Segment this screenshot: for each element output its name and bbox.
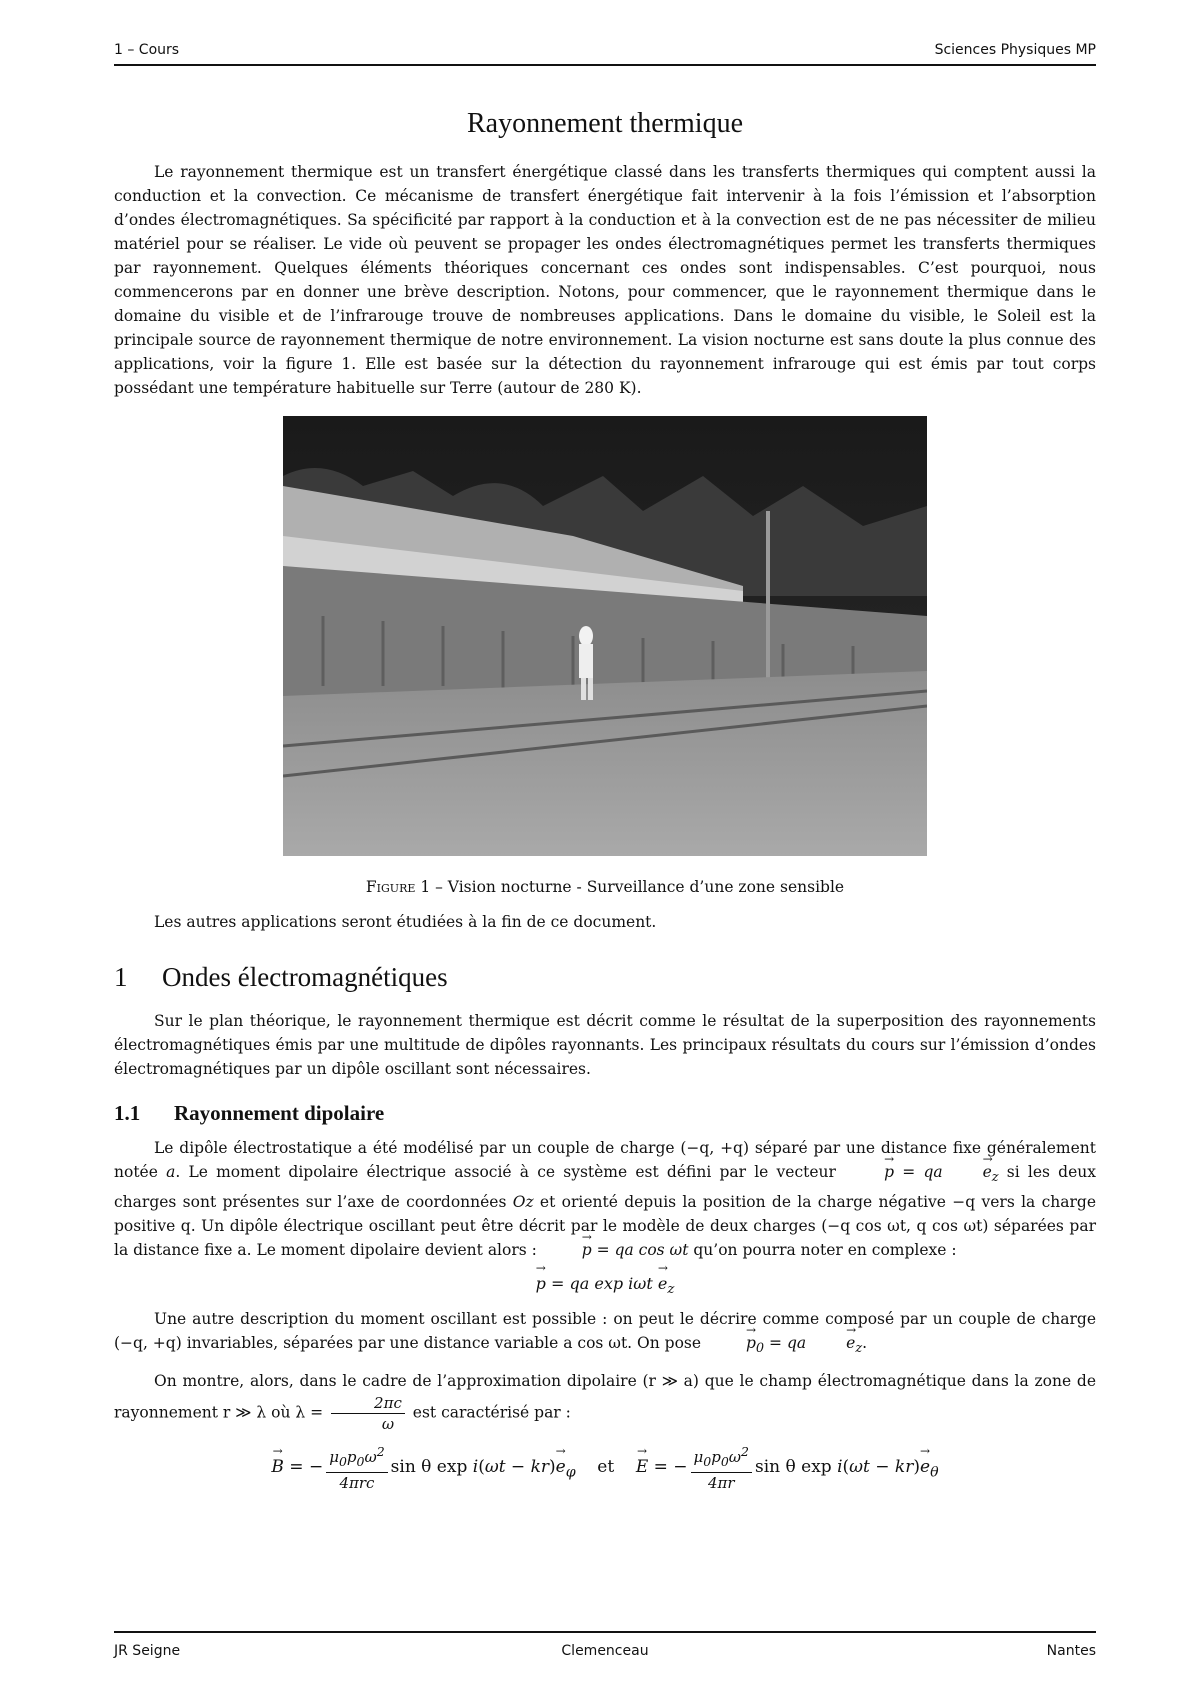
- text-run: Oz: [512, 1193, 534, 1212]
- section-1-number: 1: [114, 962, 128, 992]
- subsection-1-1-heading: [114, 1101, 1096, 1126]
- footer-left: JR Seigne: [114, 1643, 181, 1659]
- text-run: est caractérisé par :: [407, 1403, 571, 1422]
- dipole-paragraph-1: Le dipôle électrostatique a été modélisé par un couple de charge (−q, +q) séparé par une distance fixe généralement notée a. Le moment dipolaire électrique associé à ce système est défini par le vecteur → $p = qa\to e_z$ si les deux charges sont présentes sur l’axe de coordonnées Oz et orienté depuis la position de la charge négative −q vers la charge positive q. Un dipôle électrique oscillant peut être décrit par le modèle de deux charges (−q cos ωt, q cos ωt) séparées par la distance fixe a. Le moment dipolaire devient alors : → p = qa cos ωt qu’on pourra noter en complexe :: [114, 1136, 1096, 1262]
- header-left: 1 – Cours: [114, 42, 180, 58]
- dipole-paragraph-3: On montre, alors, dans le cadre de l’approximation dipolaire (r ≫ a) que le champ électromagnétique dans la zone de rayonnement r ≫ λ où λ = $\frac{2\pi c}{\omega}$ est caractérisé par :: [114, 1372, 1096, 1434]
- text-run: si les deux charges sont présentes sur l’axe de coordonnées: [114, 1163, 1096, 1212]
- equation-dipole-moment: → p = qa $\exp i\omega t \to e_z$: [114, 1274, 1096, 1297]
- page-header: [114, 38, 1096, 66]
- intro-paragraph: Le rayonnement thermique est un transfert énergétique classé dans les transferts thermiques qui comptent aussi la conduction et la convection. Ce mécanisme de transfert énergétique fait intervenir à la fois l’émission et l’absorption d’ondes électromagnétiques. Sa spécificité par rapport à la conduction et à la convection est de ne pas nécessiter de milieu matériel pour se réaliser. Le vide où peuvent se propager les ondes électromagnétiques permet les transferts thermiques par rayonnement. Quelques éléments théoriques concernant ces ondes sont indispensables. C’est pourquoi, nous commencerons par en donner une brève description. Notons, pour commencer, que le rayonnement thermique dans le domaine du visible et de l’infrarouge trouve de nombreuses applications. Dans le domaine du visible, le Soleil est la principale source de rayonnement thermique de notre environnement. La vision nocturne est sans doute la plus connue des applications, voir la figure 1. Elle est basée sur la détection du rayonnement infrarouge qui est émis par tout corps possédant une température habituelle sur Terre (autour de 280 K).: [114, 163, 1096, 397]
- figure-1: [114, 416, 1096, 896]
- equation-text: = qa exp iωt: [550, 1274, 653, 1294]
- section-1-paragraph: Sur le plan théorique, le rayonnement thermique est décrit comme le résultat de la superposition des rayonnements électromagnétiques émis par une multitude de dipôles rayonnants. Les principaux résultats du cours sur l’émission d’ondes électromagnétiques par un dipôle oscillant sont nécessaires.: [114, 1012, 1096, 1078]
- text-run: . Le moment dipolaire électrique associé à ce système est défini par le vecteur: [175, 1163, 845, 1181]
- dipole-paragraph-2: Une autre description du moment oscillant est possible : on peut le décrire comme composé par un couple de charge (−q, +q) invariables, séparées par une distance variable a cos ωt. On pose → $p_0 = qa\to e_z$.: [114, 1307, 1096, 1361]
- page-title: Rayonnement thermique: [466, 108, 744, 139]
- text-run: qu’on pourra noter en complexe :: [688, 1241, 957, 1260]
- figure-caption-text: Vision nocturne - Surveillance d’une zone sensible: [447, 878, 845, 896]
- page-footer: [114, 1631, 1096, 1663]
- subsection-1-1-title: Rayonnement dipolaire: [174, 1101, 385, 1125]
- text-run: On montre, alors, dans le cadre de l’approximation dipolaire (r ≫ a) que le champ électromagnétique dans la zone de rayonnement r ≫ λ où λ =: [114, 1372, 1096, 1422]
- text-run: Une autre description du moment oscillant est possible : on peut le décrire comme composé par un couple de charge (−q, +q) invariables, séparées par une distance variable a cos ωt. On pose: [114, 1310, 1096, 1353]
- footer-center: Clemenceau: [561, 1643, 649, 1659]
- header-right: Sciences Physiques MP: [934, 42, 1096, 58]
- equation-separator: et: [597, 1457, 615, 1478]
- section-1-heading: [114, 962, 1096, 993]
- equation-radiated-fields: → B = − $\frac{\mu_0p_0\omega^2}{\text{4πrc}}$ sin θ $\exp i(\omega t - kr)\to e_\varphi$ et → E = − $\frac{\mu_0p_0\omega^2}{4\pi r}$ sin θ $\exp i(\omega t - kr)\to e_\theta$: [114, 1442, 1096, 1493]
- text-run: a: [166, 1163, 176, 1181]
- after-figure-paragraph: Les autres applications seront étudiées à la fin de ce document.: [154, 913, 657, 931]
- subsection-1-1-number: 1.1: [114, 1101, 141, 1125]
- main-content: [114, 100, 1096, 1493]
- text-run: et orienté depuis la position de la charge négative −q vers la charge positive q. Un dipôle électrique oscillant peut être décrit par le modèle de deux charges (−q cos ωt, q cos ωt) séparées par la distance fixe a. Le moment dipolaire devient alors :: [114, 1193, 1097, 1260]
- footer-right: Nantes: [1046, 1643, 1096, 1659]
- text-run: Le dipôle électrostatique a été modélisé par un couple de charge (−q, +q) séparé par une distance fixe généralement notée: [114, 1139, 1096, 1181]
- figure-caption: [114, 878, 1096, 896]
- night-vision-photo: [283, 416, 927, 856]
- figure-label: Figure 1 –: [365, 878, 443, 896]
- section-1-title: Ondes électromagnétiques: [162, 962, 448, 992]
